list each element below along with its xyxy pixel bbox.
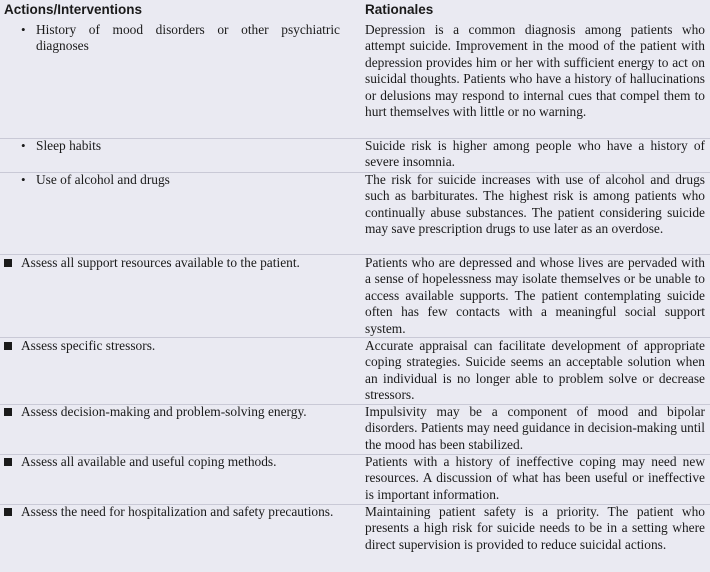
table-row [0,22,710,137]
rationale-text: Patients with a history of ineffective coping may need new resources. A discussion of what has been useful or ineffective is important information. [365,454,705,502]
bullet-dot-icon: • [21,22,26,37]
header-actions: Actions/Interventions [4,2,143,17]
rationale-text: Patients who are depressed and whose lives are pervaded with a sense of hopelessness may isolate themselves or be unable to access available supports. The patient contemplating suicide often has few contacts with a meaningful social support system. [365,255,705,336]
action-text: Assess the need for hospitalization and safety precautions. [21,504,334,519]
action-text: Assess specific stressors. [21,338,156,353]
square-bullet-icon [4,408,12,416]
table-row [0,454,710,504]
action-text: History of mood disorders or other psychiatric diagnoses [36,22,340,54]
table-row [0,504,710,570]
square-bullet-icon [4,458,12,466]
action-text: Use of alcohol and drugs [36,172,170,187]
rationale-text: Suicide risk is higher among people who have a history of severe insomnia. [365,138,705,170]
rationale-text: Impulsivity may be a component of mood and bipolar disorders. Patients may need guidance in decision-making until the mood has been stabilized. [365,404,705,452]
table-row [0,172,710,254]
square-bullet-icon [4,508,12,516]
table-row [0,255,710,337]
square-bullet-icon [4,259,12,267]
action-text: Assess all support resources available to the patient. [21,255,300,270]
header-rationales: Rationales [365,2,434,17]
bullet-dot-icon: • [21,172,26,187]
rationale-text: Depression is a common diagnosis among patients who attempt suicide. Improvement in the mood of the patient with depression provides him or her with sufficient energy to act on suicidal thoughts. Patients who have a history of hallucinations or delusions may respond to internal cues that compel them to hurt themselves with little or no warning. [365,22,705,120]
table-row [0,338,710,404]
action-text: Sleep habits [36,138,102,153]
rationale-text: Maintaining patient safety is a priority. The patient who presents a high risk for suicide needs to be in a setting where direct supervision is provided to reduce suicidal actions. [365,504,705,552]
table-row [0,138,710,171]
action-text: Assess decision-making and problem-solving energy. [21,404,307,419]
action-text: Assess all available and useful coping methods. [21,454,277,469]
table-row [0,404,710,454]
bullet-dot-icon: • [21,138,26,153]
rationale-text: Accurate appraisal can facilitate development of appropriate coping strategies. Suicide seems an acceptable solution when an individual is no longer able to problem solve or decrease stressors. [365,338,705,403]
rationale-text: The risk for suicide increases with use of alcohol and drugs such as barbiturates. The highest risk is among patients who continually abuse substances. The patient considering suicide may save prescription drugs to use later as an overdose. [365,172,705,237]
square-bullet-icon [4,342,12,350]
